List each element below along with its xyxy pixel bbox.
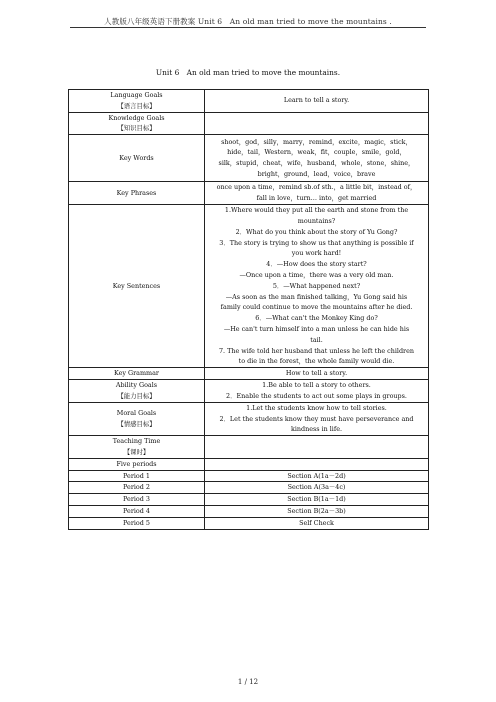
row-content-text: to die in the forest，the whole family would die. [238,357,395,366]
row-content-cell [205,402,429,435]
row-label-text: Period 5 [123,518,150,527]
row-content-cell [205,458,429,470]
row-label-text: Five periods [116,459,157,468]
row-label-text: Key Sentences [112,281,161,290]
row-content-text: you work hard! [291,249,342,258]
row-content-text: 2．Enable the students to act out some plays in groups. [226,391,407,400]
row-content-text: 7. The wife told her husband that unless he left the children [218,346,414,355]
row-content-text: 5．—What happened next? [272,281,361,290]
row-label-text: Teaching Time [112,437,161,446]
row-label-text: Language Goals [110,91,163,99]
row-content-cell [205,368,429,380]
row-content-text: shoot，god，silly，marry，remind，excite，magic，stick， [221,137,412,146]
page-number: 1 / 12 [237,678,259,686]
row-label-cell [69,135,205,182]
header-rule [70,27,426,28]
row-content-text: Learn to tell a story. [283,96,350,105]
row-content-cell [205,90,429,113]
row-content-cell [205,470,429,482]
row-label-text: Period 3 [123,495,150,504]
row-label-cell [69,470,205,482]
row-label-cell [69,112,205,135]
row-content-cell [205,482,429,494]
table-row-period-2 [69,482,429,494]
row-content-text: 1.Where would they put all the earth and stone from the [224,206,409,215]
row-content-text: 3．The story is trying to show us that anything is possible if [219,238,414,247]
table-row-teaching-time [69,436,429,459]
document-title: Unit 6 An old man tried to move the mountains. [155,68,341,77]
row-content-text: tail. [310,335,323,344]
lesson-plan-table [68,89,429,530]
row-label-cell [69,494,205,506]
row-label-text: Key Grammar [114,369,159,378]
row-content-cell [205,505,429,517]
table-row-key-phrases [69,182,429,205]
row-content-text: 2．What do you think about the story of Yu Gong? [235,227,398,236]
row-label-text: Ability Goals [115,381,158,390]
row-label-cell [69,380,205,403]
row-content-text: hide，tail，Western，weak，fit，couple，smile，gold， [227,148,406,157]
row-label-text: Period 2 [123,483,150,492]
row-label-text: Moral Goals [116,409,157,418]
row-label-cell [69,458,205,470]
row-label-cell [69,368,205,380]
row-label-text: 【课时】 [123,447,150,456]
row-content-text: kindness in life. [290,425,343,434]
row-label-text: 【语言目标】 [117,101,156,110]
table-row-period-4 [69,505,429,517]
table-row-period-5 [69,517,429,529]
row-content-cell [205,494,429,506]
table-row-key-sentences [69,205,429,368]
table-row-language-goals [69,90,429,113]
row-label-text: Key Phrases [116,188,157,197]
row-content-text: once upon a time，remind sb.of sth.，a little bit，instead of， [216,183,417,192]
row-content-text: Section A(3a－4c) [287,483,346,492]
table-row-ability-goals [69,380,429,403]
row-content-text: fall in love，turn… into，get married [256,194,377,203]
row-label-cell [69,402,205,435]
row-content-cell [205,135,429,182]
row-content-text: 2．Let the students know they must have perseverance and [219,414,414,423]
row-content-text: 1.Let the students know how to tell stories. [246,403,387,412]
row-content-text: silk，stupid，cheat，wife，husband，whole，stone，shine， [218,159,415,168]
lesson-plan-body [69,90,429,530]
row-content-cell [205,112,429,135]
row-content-text: How to tell a story. [285,369,348,378]
row-label-cell [69,505,205,517]
row-label-text: Period 4 [123,506,150,515]
table-row-moral-goals [69,402,429,435]
row-label-cell [69,517,205,529]
row-label-text: 【能力目标】 [117,391,156,400]
row-content-text: 6．—What can't the Monkey King do? [255,314,378,323]
table-row-key-words [69,135,429,182]
table-row-period-3 [69,494,429,506]
row-content-text: —He can't turn himself into a man unless he can hide his [223,324,410,333]
row-content-text: 4．—How does the story start? [266,260,367,269]
row-label-cell [69,482,205,494]
page-header: 人教版八年级英语下册教案 Unit 6 An old man tried to move the mountains . [104,17,392,26]
row-label-cell [69,90,205,113]
row-content-cell [205,182,429,205]
row-label-cell [69,436,205,459]
row-content-text: Self Check [299,518,334,527]
row-content-cell [205,517,429,529]
table-row-knowledge-goals [69,112,429,135]
table-row-key-grammar [69,368,429,380]
row-content-text: Section B(1a－1d) [287,495,346,504]
row-label-text: Period 1 [123,471,150,480]
row-content-text: family could continue to move the mountains after he died. [220,303,413,312]
row-content-cell [205,380,429,403]
row-content-text: Section A(1a－2d) [287,471,346,480]
row-content-text: 1.Be able to tell a story to others. [262,381,371,390]
row-content-text: mountains? [297,216,336,225]
row-label-text: Knowledge Goals [108,113,165,122]
row-content-cell [205,436,429,459]
row-content-text: —Once upon a time，there was a very old man. [239,270,394,279]
row-label-cell [69,205,205,368]
row-label-text: 【情感目标】 [117,419,156,428]
row-content-text: Section B(2a－3b) [287,506,346,515]
row-content-cell [205,205,429,368]
row-content-text: —As soon as the man finished talking，Yu Gong said his [225,292,408,301]
row-label-text: 【知识目标】 [117,124,156,133]
row-label-cell [69,182,205,205]
row-content-text: bright，ground，lead，voice，brave [257,169,376,178]
row-label-text: Key Words [119,153,154,162]
table-row-period-1 [69,470,429,482]
table-row-five-periods [69,458,429,470]
